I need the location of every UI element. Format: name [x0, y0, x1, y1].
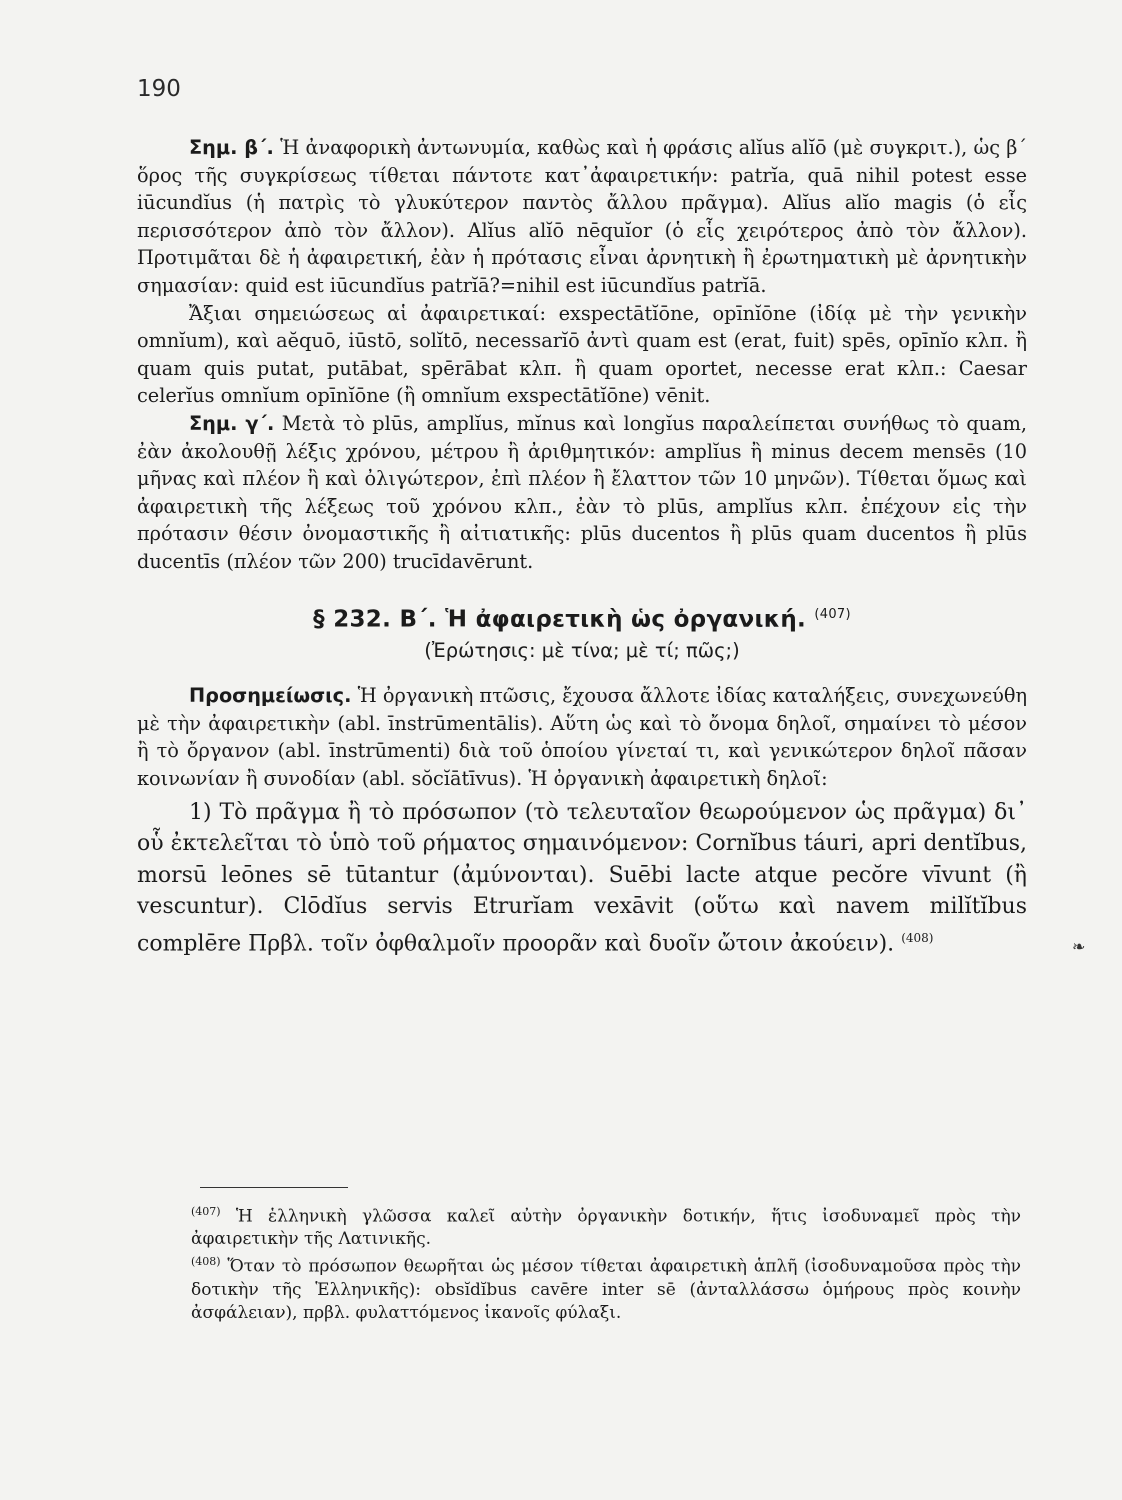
margin-mark-icon: ❧ — [1072, 937, 1086, 956]
rule-item-1-text: 1) Τὸ πρᾶγμα ἢ τὸ πρόσωπον (τὸ τελευταῖον θεωρούμενον ὡς πρᾶγμα) δι᾽ οὗ ἐκτελεῖται τὸ ὑπὸ τοῦ ρήματος σημαινόμενον: Cornĭbus táuri, apri dentĭbus, morsū leōnes sē tūtantur (ἀμύνονται). Suēbi lacte atque pecŏre vīvunt (ἢ vescuntur). Clōdĭus servis Etrurĭam vexāvit (οὕτω καὶ navem milĭtĭbus complēre Πρβλ. τοῖν ὀφθαλμοῖν προορᾶν καὶ δυοῖν ὤτοιν ἀκούειν). — [137, 799, 1027, 956]
prosimeiosis-paragraph — [137, 682, 1027, 792]
footnote-407 — [191, 1201, 1021, 1251]
footnote-408-mark: (408) — [191, 1255, 221, 1269]
footnote-407-text: Ἡ ἑλληνικὴ γλῶσσα καλεῖ αὐτὴν ὀργανικὴν δοτικήν, ἥτις ἰσοδυναμεῖ πρὸς τὴν ἀφαιρετικὴν τῆς Λατινικῆς. — [191, 1206, 1021, 1250]
main-text — [137, 134, 1027, 959]
rule-item-1 — [137, 797, 1027, 960]
section-footnote-ref: (407) — [814, 606, 851, 622]
note-beta-paragraph — [137, 134, 1027, 300]
note-beta-text: Ἡ ἀναφορικὴ ἀντωνυμία, καθὼς καὶ ἡ φράσις alĭus alĭō (μὲ συγκριτ.), ὡς β΄ ὅρος τῆς συγκρίσεως τίθεται πάντοτε κατ᾽ἀφαιρετικήν: patrĭa, quā nihil potest esse iūcundĭus (ἡ πατρὶς τὸ γλυκύτερον παντὸς ἄλλου πρᾶγμα). Alĭus alĭo magis (ὁ εἷς περισσότερον ἀπὸ τὸν ἄλλον). Alĭus alĭō nēquĭor (ὁ εἷς χειρότερος ἀπὸ τὸν ἄλλον). Προτιμᾶται δὲ ἡ ἀφαιρετική, ἐὰν ἡ πρότασις εἶναι ἀρνητικὴ ἢ ἐρωτηματικὴ μὲ ἀρνητικὴν σημασίαν: quid est iūcundĭus patrĭā?=nihil est iūcundĭus patrĭā. — [137, 136, 1028, 297]
section-question: (Ἐρώτησις: μὲ τίνα; μὲ τί; πῶς;) — [424, 639, 740, 663]
note-gamma-text: Μετὰ τὸ plūs, amplĭus, mĭnus καὶ longĭus παραλείπεται συνήθως τὸ quam, ἐὰν ἀκολουθῇ λέξις χρόνου, μέτρου ἢ ἀριθμητικόν: amplĭus ἢ minus decem mensēs (10 μῆνας καὶ πλέον ἢ καὶ ὀλιγώτερον, ἐπὶ πλέον ἢ ἔλαττον τῶν 10 μηνῶν). Τίθεται ὅμως καὶ ἀφαιρετικὴ τῆς λέξεως τοῦ χρόνου κλπ., ἐὰν τὸ plūs, amplĭus κλπ. ἐπέχουν εἰς τὴν πρότασιν θέσιν ὀνομαστικῆς ἢ αἰτιατικῆς: plūs ducentos ἢ plūs quam ducentos ἢ plūs ducentīs (πλέον τῶν 200) trucīdavērunt. — [137, 411, 1027, 573]
prosimeiosis-label: Προσημείωσις. — [189, 684, 352, 708]
page-number: 190 — [137, 76, 181, 102]
rule-item-1-footnote-ref: (408) — [901, 930, 934, 945]
footnote-divider — [200, 1187, 348, 1188]
section-heading — [137, 598, 1027, 637]
footnote-408 — [191, 1251, 1021, 1324]
note-gamma-paragraph — [137, 410, 1027, 576]
notable-ablatives-paragraph: Ἄξιαι σημειώσεως αἱ ἀφαιρετικαί: exspectātĭōne, opīnĭōne (ἰδίᾳ μὲ τὴν γενικὴν omnĭum), καὶ aĕquō, iūstō, solĭtō, necessarĭō ἀντὶ quam est (erat, fuit) spēs, opīnĭo κλπ. ἢ quam quis putat, putābat, spērābat κλπ. ἢ quam oportet, necesse erat κλπ.: Caesar celerĭus omnĭum opīnĭōne (ἢ omnĭum exspectātĭōne) vēnit. — [137, 301, 1027, 408]
note-beta-label: Σημ. β΄. — [189, 136, 274, 159]
section-title: § 232. Β΄. Ἡ ἀφαιρετικὴ ὡς ὀργανική. — [313, 606, 807, 633]
footnote-408-text: Ὅταν τὸ πρόσωπον θεωρῆται ὡς μέσον τίθεται ἀφαιρετικὴ ἁπλῆ (ἰσοδυναμοῦσα πρὸς τὴν δοτικὴν τῆς Ἑλληνικῆς): obsĭdĭbus cavēre inter sē (ἀνταλλάσσω ὁμήρους πρὸς κοινὴν ἀσφάλειαν), πρβλ. φυλαττόμενος ἱκανοῖς φύλαξι. — [191, 1256, 1021, 1323]
note-gamma-label: Σημ. γ΄. — [189, 411, 275, 435]
prosimeiosis-text: Ἡ ὀργανικὴ πτῶσις, ἔχουσα ἄλλοτε ἰδίας καταλήξεις, συνεχωνεύθη μὲ τὴν ἀφαιρετικὴν (abl. īnstrūmentālis). Αὕτη ὡς καὶ τὸ ὄνομα δηλοῖ, σημαίνει τὸ μέσον ἢ τὸ ὄργανον (abl. īnstrūmenti) διὰ τοῦ ὁποίου γίνεταί τι, καὶ γενικώτερον δηλοῖ πᾶσαν κοινωνίαν ἢ συνοδίαν (abl. sŏcĭātīvus). Ἡ ὀργανικὴ ἀφαιρετικὴ δηλοῖ: — [137, 684, 1027, 790]
footnotes — [191, 1201, 1021, 1324]
footnote-407-mark: (407) — [191, 1205, 221, 1218]
